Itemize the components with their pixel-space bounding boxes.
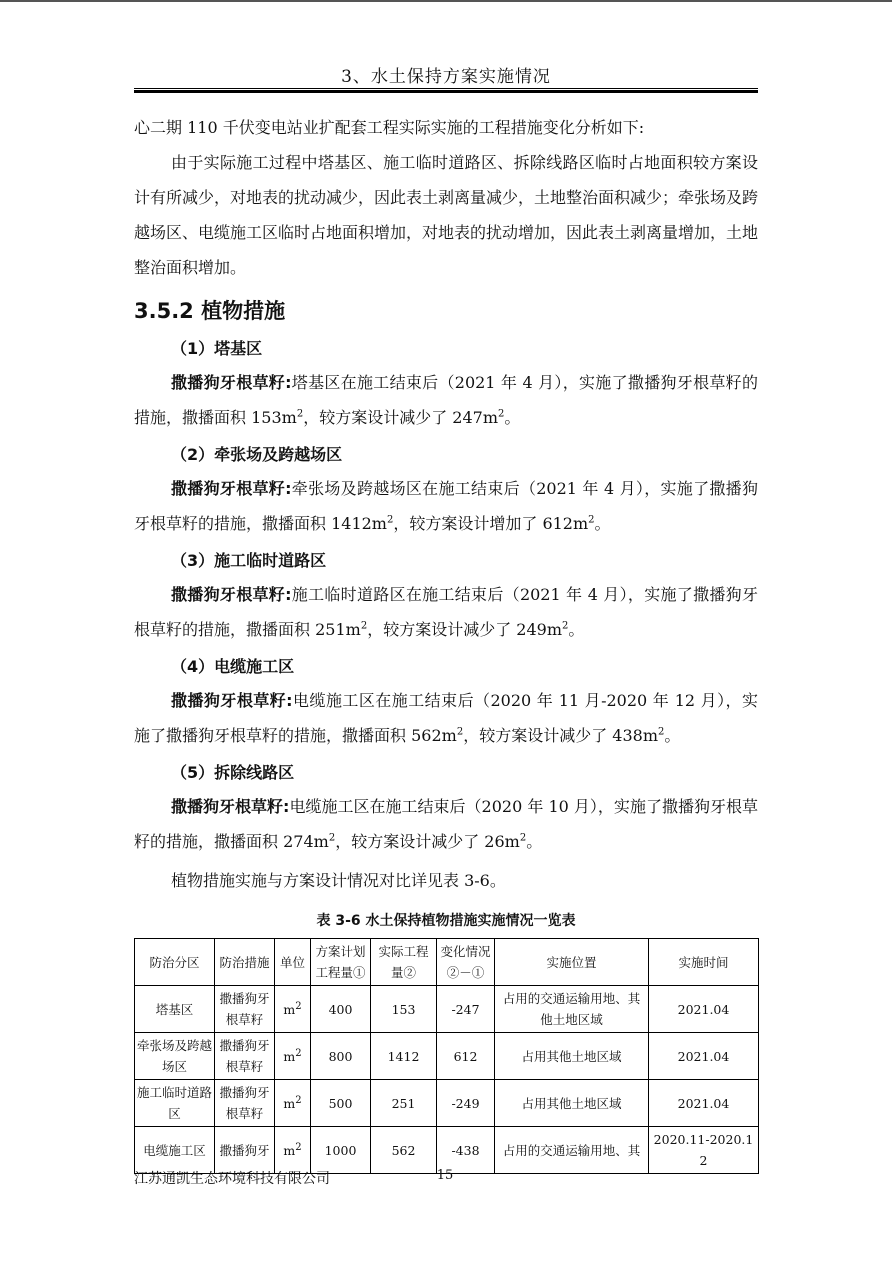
cell-time: 2021.04 bbox=[649, 986, 759, 1033]
table-row bbox=[135, 986, 759, 1033]
footer-company: 江苏通凯生态环境科技有限公司 bbox=[134, 1171, 330, 1187]
unit-superscript: 2 bbox=[295, 1047, 302, 1059]
unit-superscript: 2 bbox=[295, 1141, 302, 1153]
measure-label: 撒播狗牙根草籽: bbox=[171, 691, 293, 710]
table-row bbox=[135, 1033, 759, 1080]
cell-time: 2021.04 bbox=[649, 1080, 759, 1127]
area-heading: （2）牵张场及跨越场区 bbox=[171, 445, 343, 464]
area-text-a: 塔基区在施工结束后（2021 年 4 月），实施了撒播狗牙根草籽的措施，撒播面积 153m bbox=[134, 373, 758, 427]
cell-location: 占用的交通运输用地、其他土地区域 bbox=[495, 986, 649, 1033]
area-paragraph bbox=[134, 577, 758, 647]
cell-planned: 500 bbox=[311, 1080, 371, 1127]
superscript: 2 bbox=[386, 514, 394, 526]
measure-label: 撒播狗牙根草籽: bbox=[171, 797, 290, 816]
superscript: 2 bbox=[328, 832, 336, 844]
cell-planned: 400 bbox=[311, 986, 371, 1033]
unit-superscript: 2 bbox=[295, 1000, 302, 1012]
cell-zone: 塔基区 bbox=[135, 986, 215, 1033]
area-text-b: ，较方案设计减少了 247m bbox=[303, 408, 498, 427]
page-number: 15 bbox=[436, 1168, 454, 1183]
area-text-c: 。 bbox=[526, 832, 543, 851]
header-measure: 防治措施 bbox=[215, 939, 275, 986]
measure-label: 撒播狗牙根草籽: bbox=[171, 585, 292, 604]
area-text-a: 电缆施工区在施工结束后（2020 年 11 月-2020 年 12 月），实施了撒播狗牙根草籽的措施，撒播面积 562m bbox=[134, 691, 758, 745]
area-block-4 bbox=[134, 651, 758, 753]
header-time: 实施时间 bbox=[649, 939, 759, 986]
cell-location: 占用其他土地区域 bbox=[495, 1080, 649, 1127]
area-paragraph bbox=[134, 365, 758, 435]
cell-actual: 562 bbox=[371, 1127, 437, 1174]
cell-planned: 1000 bbox=[311, 1127, 371, 1174]
cell-time: 2021.04 bbox=[649, 1033, 759, 1080]
area-text-a: 施工临时道路区在施工结束后（2021 年 4 月），实施了撒播狗牙根草籽的措施，撒播面积 251m bbox=[134, 585, 758, 639]
header-location: 实施位置 bbox=[495, 939, 649, 986]
header-zone: 防治分区 bbox=[135, 939, 215, 986]
table-row bbox=[135, 1127, 759, 1174]
header-planned: 方案计划工程量① bbox=[311, 939, 371, 986]
cell-zone: 牵张场及跨越场区 bbox=[135, 1033, 215, 1080]
measure-label: 撒播狗牙根草籽: bbox=[171, 373, 292, 392]
area-paragraph bbox=[134, 683, 758, 753]
unit-superscript: 2 bbox=[295, 1094, 302, 1106]
area-text-c: 。 bbox=[664, 726, 681, 745]
area-text-b: ，较方案设计增加了 612m bbox=[393, 514, 589, 533]
area-text-a: 牵张场及跨越场区在施工结束后（2021 年 4 月），实施了撒播狗牙根草籽的措施，撒播面积 1412m bbox=[134, 479, 758, 533]
area-block-2 bbox=[134, 439, 758, 541]
cell-time: 2020.11-2020.12 bbox=[649, 1127, 759, 1174]
cell-change: -247 bbox=[437, 986, 495, 1033]
area-heading: （4）电缆施工区 bbox=[171, 657, 295, 676]
area-heading: （1）塔基区 bbox=[171, 339, 263, 358]
unit-base: m bbox=[283, 1001, 296, 1017]
table-header bbox=[135, 939, 759, 986]
superscript: 2 bbox=[562, 620, 569, 632]
superscript: 2 bbox=[456, 726, 464, 738]
superscript: 2 bbox=[519, 832, 527, 844]
area-heading: （3）施工临时道路区 bbox=[171, 551, 327, 570]
area-block-5 bbox=[134, 757, 758, 859]
cell-unit bbox=[275, 986, 311, 1033]
area-block-3 bbox=[134, 545, 758, 647]
area-block-1 bbox=[134, 333, 758, 435]
area-text-c: 。 bbox=[568, 620, 585, 639]
area-paragraph bbox=[134, 471, 758, 541]
area-text-b: ，较方案设计减少了 438m bbox=[463, 726, 658, 745]
superscript: 2 bbox=[588, 514, 595, 526]
cell-unit bbox=[275, 1127, 311, 1174]
measures-table bbox=[134, 938, 759, 1174]
header-change: 变化情况②－① bbox=[437, 939, 495, 986]
table-body bbox=[135, 986, 759, 1174]
area-text-a: 电缆施工区在施工结束后（2020 年 10 月），实施了撒播狗牙根草籽的措施，撒播面积 274m bbox=[134, 797, 758, 851]
unit-base: m bbox=[283, 1095, 296, 1111]
superscript: 2 bbox=[296, 408, 304, 420]
header-actual: 实际工程量② bbox=[371, 939, 437, 986]
cell-measure: 撒播狗牙根草籽 bbox=[215, 1080, 275, 1127]
area-paragraph bbox=[134, 789, 758, 859]
unit-base: m bbox=[283, 1048, 296, 1064]
area-text-b: ，较方案设计减少了 249m bbox=[367, 620, 562, 639]
cell-planned: 800 bbox=[311, 1033, 371, 1080]
table-caption: 表 3-6 水土保持植物措施实施情况一览表 bbox=[316, 913, 576, 929]
cell-actual: 153 bbox=[371, 986, 437, 1033]
main-content bbox=[134, 110, 758, 1174]
cell-measure: 撒播狗牙根草籽 bbox=[215, 1033, 275, 1080]
header-unit: 单位 bbox=[275, 939, 311, 986]
table-header-row bbox=[135, 939, 759, 986]
table-row bbox=[135, 1080, 759, 1127]
cell-zone: 施工临时道路区 bbox=[135, 1080, 215, 1127]
cell-change: -438 bbox=[437, 1127, 495, 1174]
superscript: 2 bbox=[498, 408, 505, 420]
page-header-title: 3、水土保持方案实施情况 bbox=[341, 67, 551, 87]
area-text-b: ，较方案设计减少了 26m bbox=[335, 832, 520, 851]
summary-paragraph: 植物措施实施与方案设计情况对比详见表 3-6。 bbox=[171, 871, 506, 890]
cell-location: 占用其他土地区域 bbox=[495, 1033, 649, 1080]
intro-paragraph-1: 心二期 110 千伏变电站业扩配套工程实际实施的工程措施变化分析如下: bbox=[134, 118, 645, 137]
area-heading: （5）拆除线路区 bbox=[171, 763, 295, 782]
area-text-c: 。 bbox=[594, 514, 611, 533]
cell-change: 612 bbox=[437, 1033, 495, 1080]
superscript: 2 bbox=[360, 620, 368, 632]
cell-actual: 1412 bbox=[371, 1033, 437, 1080]
cell-measure: 撒播狗牙根草籽 bbox=[215, 986, 275, 1033]
cell-actual: 251 bbox=[371, 1080, 437, 1127]
area-text-c: 。 bbox=[504, 408, 521, 427]
cell-unit bbox=[275, 1033, 311, 1080]
cell-change: -249 bbox=[437, 1080, 495, 1127]
cell-location: 占用的交通运输用地、其 bbox=[495, 1127, 649, 1174]
unit-base: m bbox=[283, 1142, 296, 1158]
cell-unit bbox=[275, 1080, 311, 1127]
section-heading: 3.5.2 植物措施 bbox=[134, 299, 286, 323]
intro-paragraph-2: 由于实际施工过程中塔基区、施工临时道路区、拆除线路区临时占地面积较方案设计有所减少，对地表的扰动减少，因此表土剥离量减少，土地整治面积减少；牵张场及跨越场区、电缆施工区临时占地面积增加，对地表的扰动增加，因此表土剥离量增加，土地整治面积增加。 bbox=[134, 153, 759, 277]
superscript: 2 bbox=[658, 726, 665, 738]
top-edge-line bbox=[0, 0, 892, 2]
measure-label: 撒播狗牙根草籽: bbox=[171, 479, 292, 498]
cell-zone: 电缆施工区 bbox=[135, 1127, 215, 1174]
cell-measure: 撒播狗牙 bbox=[215, 1127, 275, 1174]
header-rule bbox=[134, 88, 758, 93]
